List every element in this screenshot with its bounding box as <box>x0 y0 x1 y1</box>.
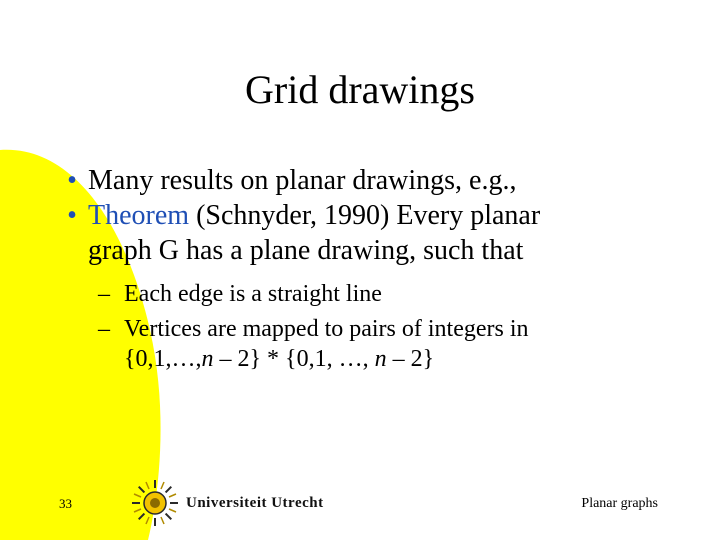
bullet-item-1 <box>56 163 696 198</box>
theorem-text-line-1: (Schnyder, 1990) Every planar <box>189 200 541 231</box>
slide-title: Grid drawings <box>245 67 475 112</box>
theorem-highlight: Theorem <box>88 200 190 231</box>
page-number: 33 <box>59 496 72 511</box>
sub-bullet-item-1 <box>98 279 696 309</box>
math-variable-n: n <box>201 346 214 372</box>
sub-bullet-text: Each edge is a straight line <box>124 281 382 307</box>
bullet-item-2 <box>56 198 696 268</box>
footer-course-title: Planar graphs <box>581 496 658 511</box>
bullet-text: Many results on planar drawings, e.g., <box>88 165 517 196</box>
bullet-text <box>88 198 696 268</box>
math-part: – 2} <box>386 346 435 372</box>
bullet-marker: • <box>67 165 77 196</box>
sub-bullet-text <box>124 314 696 374</box>
sub-bullet-item-2 <box>98 314 696 374</box>
bullet-list <box>56 163 696 379</box>
sub-bullet-list <box>56 279 696 374</box>
theorem-text-line-2: graph G has a plane drawing, such that <box>88 235 524 266</box>
university-sun-emblem-icon <box>130 478 180 528</box>
university-logo <box>130 478 324 528</box>
sub-bullet-text-line-1: Vertices are mapped to pairs of integers in <box>124 316 529 342</box>
bullet-marker: • <box>67 200 77 231</box>
dash-marker: – <box>98 281 110 307</box>
logo-text: Universiteit Utrecht <box>186 494 324 511</box>
math-part: {0,1,…, <box>124 346 202 372</box>
math-part: – 2} * {0,1, …, <box>213 346 375 372</box>
math-variable-n: n <box>374 346 387 372</box>
dash-marker: – <box>98 316 110 342</box>
